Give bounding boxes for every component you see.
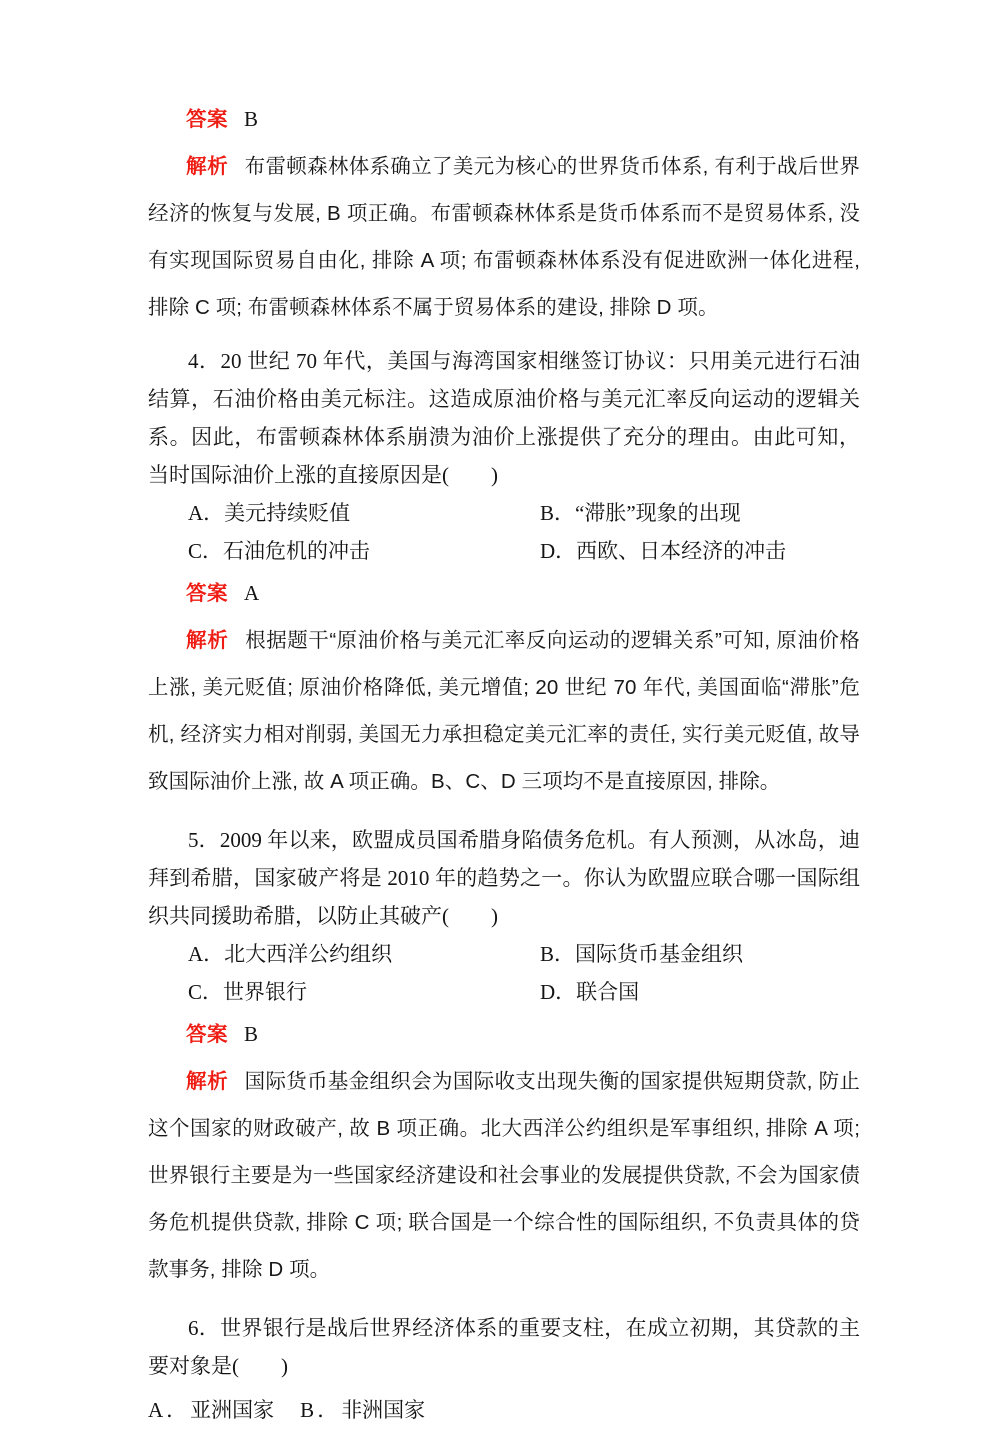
option-a-letter-q6: A bbox=[148, 1398, 164, 1422]
option-row-cd-q5 bbox=[148, 973, 860, 1011]
analysis-text-q3: 布雷顿森林体系确立了美元为核心的世界货币体系, 有利于战后世界经济的恢复与发展, B 项正确。布雷顿森林体系是货币体系而不是贸易体系, 没有实现国际贸易自由化, 排除 A 项; 布雷顿森林体系没有促进欧洲一体化进程, 排除 C 项; 布雷顿森林体系不属于贸易体系的建设, 排除 D 项。 bbox=[148, 155, 860, 319]
option-a-letter-q4: A． bbox=[188, 501, 225, 525]
option-a-q6[interactable] bbox=[148, 1391, 274, 1429]
option-row-ab-q4 bbox=[148, 494, 860, 532]
option-a-dot-q6: ． bbox=[166, 1398, 188, 1422]
option-a-text-q6: 亚洲国家 bbox=[190, 1398, 275, 1422]
option-b-text-q5: 国际货币基金组织 bbox=[575, 942, 744, 966]
option-c-q5[interactable] bbox=[188, 973, 540, 1011]
option-b-q5[interactable] bbox=[540, 935, 743, 973]
options-q4 bbox=[148, 494, 860, 570]
analysis-block-q4 bbox=[148, 617, 860, 805]
options-q6 bbox=[148, 1391, 860, 1429]
option-d-letter-q5: D． bbox=[540, 980, 577, 1004]
option-c-letter-q4: C． bbox=[188, 539, 224, 563]
answer-label: 答案 bbox=[186, 582, 228, 605]
option-row-cd-q4 bbox=[148, 532, 860, 570]
answer-label: 答案 bbox=[186, 1023, 228, 1046]
answer-value-q3: B bbox=[244, 107, 259, 131]
option-d-q4[interactable] bbox=[540, 532, 786, 570]
option-d-q5[interactable] bbox=[540, 973, 639, 1011]
analysis-label: 解析 bbox=[186, 629, 229, 652]
analysis-block-q5 bbox=[148, 1058, 860, 1293]
question-stem-5: 5．2009 年以来，欧盟成员国希腊身陷债务危机。有人预测，从冰岛，迪拜到希腊，国家破产将是 2010 年的趋势之一。你认为欧盟应联合哪一国际组织共同援助希腊，以防止其破产( ) bbox=[148, 828, 860, 928]
answer-value-q5: B bbox=[244, 1022, 259, 1046]
option-a-q4[interactable] bbox=[188, 494, 540, 532]
option-d-text-q5: 联合国 bbox=[576, 980, 640, 1004]
option-row-ab-q5 bbox=[148, 935, 860, 973]
option-c-text-q4: 石油危机的冲击 bbox=[223, 539, 371, 563]
answer-label: 答案 bbox=[186, 108, 228, 131]
question-stem-6: 6．世界银行是战后世界经济体系的重要支柱，在成立初期，其贷款的主要对象是( ) bbox=[148, 1316, 860, 1378]
analysis-block-q3 bbox=[148, 143, 860, 331]
option-d-letter-q4: D． bbox=[540, 539, 577, 563]
option-b-letter-q6: B bbox=[300, 1398, 315, 1422]
option-c-q4[interactable] bbox=[188, 532, 540, 570]
options-q5 bbox=[148, 935, 860, 1011]
option-a-letter-q5: A． bbox=[188, 942, 225, 966]
option-a-q5[interactable] bbox=[188, 935, 540, 973]
answer-line-q5 bbox=[148, 1011, 860, 1058]
analysis-text-q5: 国际货币基金组织会为国际收支出现失衡的国家提供短期贷款, 防止这个国家的财政破产, 故 B 项正确。北大西洋公约组织是军事组织, 排除 A 项; 世界银行主要是为一些国家经济建设和社会事业的发展提供贷款, 不会为国家债务危机提供贷款, 排除 C 项; 联合国是一个综合性的国际组织, 不负责具体的贷款事务, 排除 D 项。 bbox=[148, 1070, 860, 1281]
analysis-text-q4: 根据题干“原油价格与美元汇率反向运动的逻辑关系”可知, 原油价格上涨, 美元贬值; 原油价格降低, 美元增值; 20 世纪 70 年代, 美国面临“滞胀”危机, 经济实力相对削弱, 美国无力承担稳定美元汇率的责任, 实行美元贬值, 故导致国际油价上涨, 故 A 项正确。B、C、D 三项均不是直接原因, 排除。 bbox=[148, 629, 861, 793]
option-b-q6[interactable] bbox=[300, 1391, 425, 1429]
analysis-label: 解析 bbox=[186, 1070, 229, 1093]
option-b-text-q4: “滞胀”现象的出现 bbox=[575, 501, 741, 525]
analysis-label: 解析 bbox=[186, 155, 229, 178]
option-b-q4[interactable] bbox=[540, 494, 741, 532]
answer-value-q4: A bbox=[244, 581, 260, 605]
option-b-letter-q5: B． bbox=[540, 942, 576, 966]
question-stem-4: 4．20 世纪 70 年代，美国与海湾国家相继签订协议：只用美元进行石油结算，石油价格由美元标注。这造成原油价格与美元汇率反向运动的逻辑关系。因此，布雷顿森林体系崩溃为油价上涨提供了充分的理由。由此可知，当时国际油价上涨的直接原因是( ) bbox=[148, 349, 860, 487]
option-a-text-q4: 美元持续贬值 bbox=[224, 501, 351, 525]
option-b-letter-q4: B． bbox=[540, 501, 576, 525]
page-content bbox=[148, 96, 860, 1429]
option-b-text-q6: 非洲国家 bbox=[341, 1398, 426, 1422]
answer-line-q3 bbox=[148, 96, 860, 143]
option-c-text-q5: 世界银行 bbox=[223, 980, 308, 1004]
option-a-text-q5: 北大西洋公约组织 bbox=[224, 942, 393, 966]
option-b-dot-q6: ． bbox=[317, 1398, 339, 1422]
answer-line-q4 bbox=[148, 570, 860, 617]
option-c-letter-q5: C． bbox=[188, 980, 224, 1004]
option-d-text-q4: 西欧、日本经济的冲击 bbox=[576, 539, 787, 563]
